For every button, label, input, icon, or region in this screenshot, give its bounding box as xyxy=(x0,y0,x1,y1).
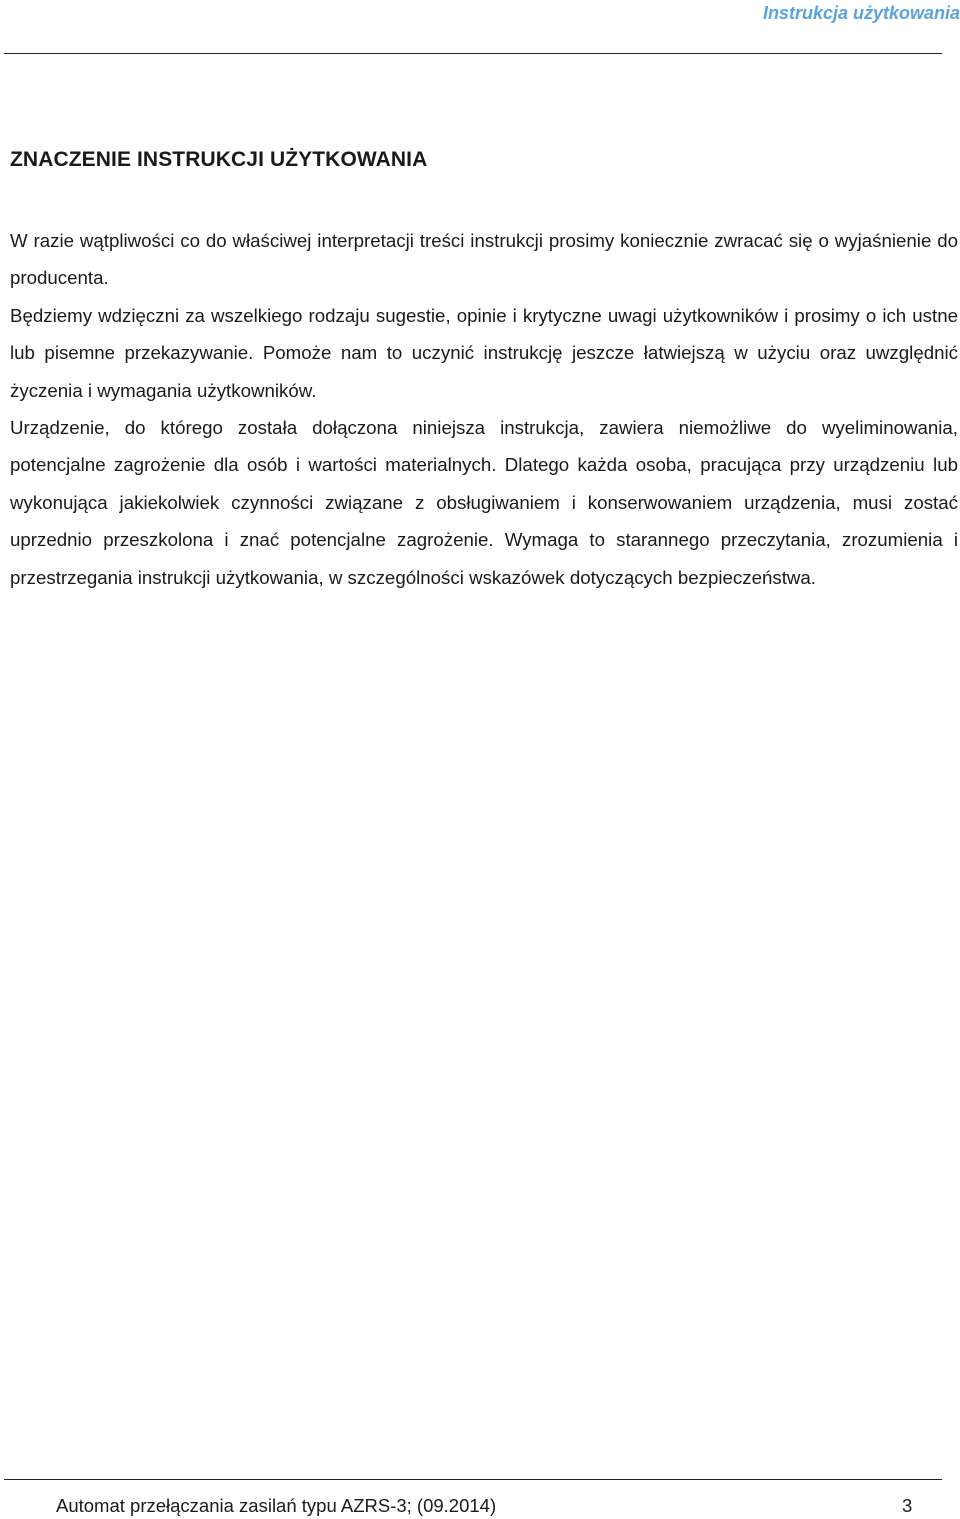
section-body xyxy=(10,222,958,596)
header-divider xyxy=(4,53,942,54)
paragraph-interpretation: W razie wątpliwości co do właściwej interpretacji treści instrukcji prosimy koniecznie zwracać się o wyjaśnienie do producenta. xyxy=(10,230,958,289)
section-heading: ZNACZENIE INSTRUKCJI UŻYTKOWANIA xyxy=(10,148,428,171)
header-title: Instrukcja użytkowania xyxy=(762,3,960,23)
footer-divider xyxy=(4,1479,942,1480)
paragraph-suggestions: Będziemy wdzięczni za wszelkiego rodzaju sugestie, opinie i krytyczne uwagi użytkowników i prosimy o ich ustne lub pisemne przekazywanie. Pomoże nam to uczynić instrukcję jeszcze łatwiejszą w użyciu oraz uwzględnić życzenia i wymagania użytkowników. xyxy=(10,304,958,401)
paragraph-hazards: Urządzenie, do którego została dołączona niniejsza instrukcja, zawiera niemożliwe do wyeliminowania, potencjalne zagrożenie dla osób i wartości materialnych. Dlatego każda osoba, pracująca przy urządzeniu lub wykonująca jakiekolwiek czynności związane z obsługiwaniem i konserwowaniem urządzenia, musi zostać uprzednio przeszkolona i znać potencjalne zagrożenie. Wymaga to starannego przeczytania, zrozumienia i przestrzegania instrukcji użytkowania, w szczególności wskazówek dotyczących bezpieczeństwa. xyxy=(10,417,958,588)
footer-document-title: Automat przełączania zasilań typu AZRS-3; (09.2014) xyxy=(56,1495,497,1516)
page-number: 3 xyxy=(902,1495,913,1516)
